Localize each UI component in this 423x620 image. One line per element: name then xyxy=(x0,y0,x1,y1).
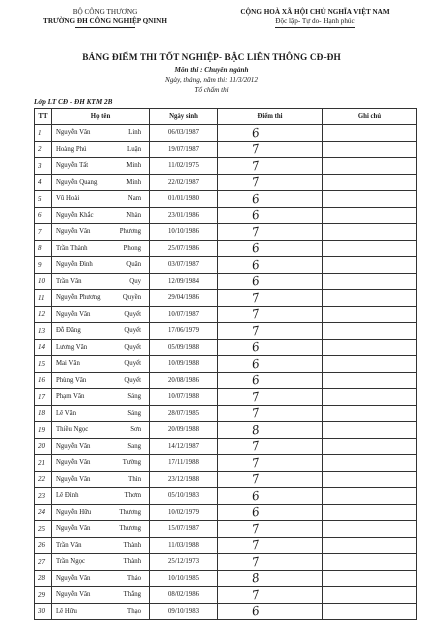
handwritten-score: 6 xyxy=(250,356,261,372)
note-cell xyxy=(323,488,417,505)
note-cell xyxy=(323,240,417,257)
table-row xyxy=(35,422,417,439)
row-number: 18 xyxy=(35,405,52,422)
date-of-birth: 20/08/1986 xyxy=(150,372,218,389)
date-of-birth: 17/11/1988 xyxy=(150,455,218,472)
student-given-name: Minh xyxy=(110,158,150,175)
exam-score xyxy=(218,240,323,257)
table-row xyxy=(35,356,417,373)
row-number: 5 xyxy=(35,191,52,208)
student-given-name: Luận xyxy=(110,141,150,158)
table-row xyxy=(35,174,417,191)
date-of-birth: 22/02/1987 xyxy=(150,174,218,191)
student-surname: Nguyễn Quang xyxy=(52,174,110,191)
handwritten-score: 6 xyxy=(250,504,261,520)
row-number: 11 xyxy=(35,290,52,307)
exam-score xyxy=(218,158,323,175)
student-given-name: Thành xyxy=(110,537,150,554)
row-number: 17 xyxy=(35,389,52,406)
note-cell xyxy=(323,306,417,323)
table-row xyxy=(35,224,417,241)
student-surname: Trần Văn xyxy=(52,537,110,554)
handwritten-score: 7 xyxy=(250,405,261,421)
student-given-name: Quân xyxy=(110,257,150,274)
row-number: 29 xyxy=(35,587,52,604)
student-surname: Lương Văn xyxy=(52,339,110,356)
table-row xyxy=(35,158,417,175)
header-score: Điểm thi xyxy=(218,109,323,125)
student-given-name: Linh xyxy=(110,125,150,142)
date-of-birth: 08/02/1986 xyxy=(150,587,218,604)
exam-score xyxy=(218,141,323,158)
handwritten-score: 6 xyxy=(250,339,261,355)
exam-score xyxy=(218,273,323,290)
student-surname: Nguyễn Khắc xyxy=(52,207,110,224)
date-of-birth: 10/07/1987 xyxy=(150,306,218,323)
student-surname: Phạm Văn xyxy=(52,389,110,406)
row-number: 15 xyxy=(35,356,52,373)
note-cell xyxy=(323,191,417,208)
table-row xyxy=(35,125,417,142)
table-row xyxy=(35,570,417,587)
date-of-birth: 10/07/1988 xyxy=(150,389,218,406)
student-surname: Nguyễn Văn xyxy=(52,471,110,488)
table-row xyxy=(35,257,417,274)
table-row xyxy=(35,537,417,554)
exam-subject: Môn thi : Chuyên ngành xyxy=(174,66,249,74)
handwritten-score: 7 xyxy=(250,224,261,240)
exam-score xyxy=(218,438,323,455)
note-cell xyxy=(323,455,417,472)
table-row xyxy=(35,240,417,257)
student-surname: Nguyễn Văn xyxy=(52,455,110,472)
note-cell xyxy=(323,323,417,340)
date-of-birth: 25/07/1986 xyxy=(150,240,218,257)
table-row xyxy=(35,504,417,521)
row-number: 22 xyxy=(35,471,52,488)
date-of-birth: 28/07/1985 xyxy=(150,405,218,422)
student-given-name: Thảo xyxy=(110,570,150,587)
note-cell xyxy=(323,290,417,307)
exam-score xyxy=(218,603,323,620)
date-of-birth: 17/06/1979 xyxy=(150,323,218,340)
row-number: 27 xyxy=(35,554,52,571)
date-of-birth: 11/02/1975 xyxy=(150,158,218,175)
document-title: BẢNG ĐIỂM THI TỐT NGHIỆP- BẬC LIÊN THÔNG CĐ-ĐH xyxy=(82,53,341,63)
student-given-name: Phương xyxy=(110,224,150,241)
handwritten-score: 6 xyxy=(250,240,261,256)
row-number: 13 xyxy=(35,323,52,340)
student-given-name: Thương xyxy=(110,521,150,538)
row-number: 19 xyxy=(35,422,52,439)
header-dob: Ngày sinh xyxy=(150,109,218,125)
handwritten-score: 6 xyxy=(250,191,261,207)
student-given-name: Quyết xyxy=(110,339,150,356)
note-cell xyxy=(323,207,417,224)
date-of-birth: 10/10/1985 xyxy=(150,570,218,587)
exam-score xyxy=(218,537,323,554)
table-row xyxy=(35,323,417,340)
row-number: 9 xyxy=(35,257,52,274)
handwritten-score: 7 xyxy=(250,389,261,405)
student-given-name: Phong xyxy=(110,240,150,257)
exam-score xyxy=(218,389,323,406)
exam-date: Ngày, tháng, năm thi: 11/3/2012 xyxy=(165,76,258,84)
date-of-birth: 25/12/1973 xyxy=(150,554,218,571)
table-row xyxy=(35,339,417,356)
date-of-birth: 19/07/1987 xyxy=(150,141,218,158)
exam-score xyxy=(218,339,323,356)
table-row xyxy=(35,372,417,389)
date-of-birth: 05/09/1988 xyxy=(150,339,218,356)
table-row xyxy=(35,273,417,290)
row-number: 21 xyxy=(35,455,52,472)
table-row xyxy=(35,191,417,208)
student-surname: Lê Văn xyxy=(52,405,110,422)
handwritten-score: 7 xyxy=(250,455,261,471)
note-cell xyxy=(323,504,417,521)
table-row xyxy=(35,521,417,538)
row-number: 12 xyxy=(35,306,52,323)
handwritten-score: 7 xyxy=(250,537,261,553)
row-number: 14 xyxy=(35,339,52,356)
handwritten-score: 8 xyxy=(250,570,261,586)
date-of-birth: 10/02/1979 xyxy=(150,504,218,521)
exam-score xyxy=(218,471,323,488)
row-number: 6 xyxy=(35,207,52,224)
exam-score xyxy=(218,554,323,571)
student-surname: Nguyễn Văn xyxy=(52,438,110,455)
date-of-birth: 14/12/1987 xyxy=(150,438,218,455)
student-surname: Thiều Ngọc xyxy=(52,422,110,439)
student-given-name: Thơm xyxy=(110,488,150,505)
note-cell xyxy=(323,125,417,142)
exam-score xyxy=(218,323,323,340)
student-given-name: Thắng xyxy=(110,587,150,604)
exam-score xyxy=(218,372,323,389)
note-cell xyxy=(323,587,417,604)
row-number: 20 xyxy=(35,438,52,455)
exam-score xyxy=(218,521,323,538)
student-surname: Nguyễn Văn xyxy=(52,224,110,241)
note-cell xyxy=(323,158,417,175)
exam-score xyxy=(218,191,323,208)
handwritten-score: 7 xyxy=(250,521,261,537)
student-given-name: Thạo xyxy=(110,603,150,620)
header-tt: TT xyxy=(35,109,52,125)
handwritten-score: 7 xyxy=(250,554,261,570)
exam-score xyxy=(218,125,323,142)
student-given-name: Quyết xyxy=(110,323,150,340)
note-cell xyxy=(323,257,417,274)
student-surname: Lê Hữu xyxy=(52,603,110,620)
row-number: 26 xyxy=(35,537,52,554)
table-row xyxy=(35,389,417,406)
student-surname: Đỗ Đăng xyxy=(52,323,110,340)
row-number: 10 xyxy=(35,273,52,290)
student-given-name: Quyền xyxy=(110,290,150,307)
student-surname: Nguyễn Hữu xyxy=(52,504,110,521)
student-surname: Mai Văn xyxy=(52,356,110,373)
date-of-birth: 23/01/1986 xyxy=(150,207,218,224)
handwritten-score: 7 xyxy=(250,141,261,157)
note-cell xyxy=(323,603,417,620)
handwritten-score: 8 xyxy=(250,422,261,438)
table-row xyxy=(35,455,417,472)
exam-score xyxy=(218,207,323,224)
table-row xyxy=(35,471,417,488)
table-row xyxy=(35,488,417,505)
note-cell xyxy=(323,521,417,538)
exam-score xyxy=(218,488,323,505)
student-surname: Nguyễn Văn xyxy=(52,570,110,587)
student-given-name: Quyết xyxy=(110,372,150,389)
student-given-name: Sáng xyxy=(110,405,150,422)
handwritten-score: 7 xyxy=(250,471,261,487)
date-of-birth: 29/04/1986 xyxy=(150,290,218,307)
date-of-birth: 06/03/1987 xyxy=(150,125,218,142)
row-number: 4 xyxy=(35,174,52,191)
handwritten-score: 6 xyxy=(250,257,261,273)
note-cell xyxy=(323,372,417,389)
student-surname: Trần Ngọc xyxy=(52,554,110,571)
date-of-birth: 20/09/1988 xyxy=(150,422,218,439)
handwritten-score: 7 xyxy=(250,174,261,190)
exam-score xyxy=(218,306,323,323)
note-cell xyxy=(323,389,417,406)
date-of-birth: 10/10/1986 xyxy=(150,224,218,241)
exam-score xyxy=(218,356,323,373)
header-underline-right xyxy=(275,27,355,28)
exam-score xyxy=(218,290,323,307)
date-of-birth: 10/09/1988 xyxy=(150,356,218,373)
student-surname: Nguyễn Văn xyxy=(52,521,110,538)
student-given-name: Sang xyxy=(110,438,150,455)
handwritten-score: 6 xyxy=(250,603,261,619)
row-number: 8 xyxy=(35,240,52,257)
handwritten-score: 7 xyxy=(250,306,261,322)
table-header-row xyxy=(35,109,417,125)
exam-score xyxy=(218,587,323,604)
student-given-name: Thương xyxy=(110,504,150,521)
note-cell xyxy=(323,356,417,373)
student-surname: Phùng Văn xyxy=(52,372,110,389)
exam-score xyxy=(218,570,323,587)
exam-score xyxy=(218,257,323,274)
student-given-name: Tường xyxy=(110,455,150,472)
note-cell xyxy=(323,273,417,290)
student-surname: Nguyễn Đình xyxy=(52,257,110,274)
header-left xyxy=(30,8,180,28)
student-surname: Hoàng Phú xyxy=(52,141,110,158)
note-cell xyxy=(323,224,417,241)
student-surname: Nguyễn Văn xyxy=(52,125,110,142)
handwritten-score: 6 xyxy=(250,372,261,388)
note-cell xyxy=(323,537,417,554)
exam-score xyxy=(218,422,323,439)
student-given-name: Sáng xyxy=(110,389,150,406)
handwritten-score: 7 xyxy=(250,323,261,339)
student-given-name: Minh xyxy=(110,174,150,191)
note-cell xyxy=(323,174,417,191)
note-cell xyxy=(323,438,417,455)
exam-score xyxy=(218,504,323,521)
handwritten-score: 7 xyxy=(250,587,261,603)
exam-score xyxy=(218,174,323,191)
class-label: Lớp LT CĐ - ĐH KTM 2B xyxy=(34,98,113,106)
handwritten-score: 6 xyxy=(250,488,261,504)
student-given-name: Nhàn xyxy=(110,207,150,224)
exam-score xyxy=(218,405,323,422)
date-of-birth: 09/10/1983 xyxy=(150,603,218,620)
row-number: 25 xyxy=(35,521,52,538)
table-row xyxy=(35,603,417,620)
header-right xyxy=(215,8,415,28)
header-name: Họ tên xyxy=(52,109,150,125)
table-row xyxy=(35,587,417,604)
student-surname: Nguyễn Văn xyxy=(52,587,110,604)
student-given-name: Sơn xyxy=(110,422,150,439)
table-row xyxy=(35,207,417,224)
student-given-name: Quy xyxy=(110,273,150,290)
student-surname: Vũ Hoài xyxy=(52,191,110,208)
table-row xyxy=(35,141,417,158)
score-table xyxy=(34,108,417,620)
student-surname: Trần Văn xyxy=(52,273,110,290)
table-row xyxy=(35,438,417,455)
table-row xyxy=(35,290,417,307)
table-row xyxy=(35,405,417,422)
country-name: CỘNG HOÀ XÃ HỘI CHỦ NGHĨA VIỆT NAM xyxy=(240,8,390,16)
exam-score xyxy=(218,455,323,472)
table-row xyxy=(35,306,417,323)
row-number: 28 xyxy=(35,570,52,587)
date-of-birth: 01/01/1980 xyxy=(150,191,218,208)
row-number: 1 xyxy=(35,125,52,142)
note-cell xyxy=(323,141,417,158)
student-surname: Lê Đình xyxy=(52,488,110,505)
student-given-name: Nam xyxy=(110,191,150,208)
row-number: 7 xyxy=(35,224,52,241)
note-cell xyxy=(323,339,417,356)
school-name: TRƯỜNG ĐH CÔNG NGHIỆP QNINH xyxy=(43,17,167,25)
student-given-name: Quyết xyxy=(110,306,150,323)
header-underline-left xyxy=(75,27,135,28)
date-of-birth: 12/09/1984 xyxy=(150,273,218,290)
row-number: 24 xyxy=(35,504,52,521)
note-cell xyxy=(323,471,417,488)
note-cell xyxy=(323,422,417,439)
student-surname: Trần Thành xyxy=(52,240,110,257)
date-of-birth: 15/07/1987 xyxy=(150,521,218,538)
handwritten-score: 6 xyxy=(250,125,261,141)
row-number: 3 xyxy=(35,158,52,175)
student-given-name: Thành xyxy=(110,554,150,571)
note-cell xyxy=(323,554,417,571)
handwritten-score: 6 xyxy=(250,207,261,223)
national-motto: Độc lập- Tự do- Hạnh phúc xyxy=(275,17,355,25)
row-number: 2 xyxy=(35,141,52,158)
date-of-birth: 05/10/1983 xyxy=(150,488,218,505)
handwritten-score: 6 xyxy=(250,273,261,289)
note-cell xyxy=(323,570,417,587)
handwritten-score: 7 xyxy=(250,290,261,306)
exam-score xyxy=(218,224,323,241)
ministry-name: BỘ CÔNG THƯƠNG xyxy=(72,8,138,16)
date-of-birth: 23/12/1988 xyxy=(150,471,218,488)
note-cell xyxy=(323,405,417,422)
student-surname: Nguyễn Phương xyxy=(52,290,110,307)
date-of-birth: 11/03/1988 xyxy=(150,537,218,554)
header-note: Ghi chú xyxy=(323,109,417,125)
date-of-birth: 03/07/1987 xyxy=(150,257,218,274)
student-given-name: Quyết xyxy=(110,356,150,373)
handwritten-score: 7 xyxy=(250,158,261,174)
student-surname: Nguyễn Văn xyxy=(52,306,110,323)
row-number: 30 xyxy=(35,603,52,620)
row-number: 23 xyxy=(35,488,52,505)
row-number: 16 xyxy=(35,372,52,389)
student-surname: Nguyễn Tất xyxy=(52,158,110,175)
handwritten-score: 7 xyxy=(250,438,261,454)
student-given-name: Thìn xyxy=(110,471,150,488)
grading-board: Tổ chấm thi xyxy=(194,86,229,94)
table-row xyxy=(35,554,417,571)
